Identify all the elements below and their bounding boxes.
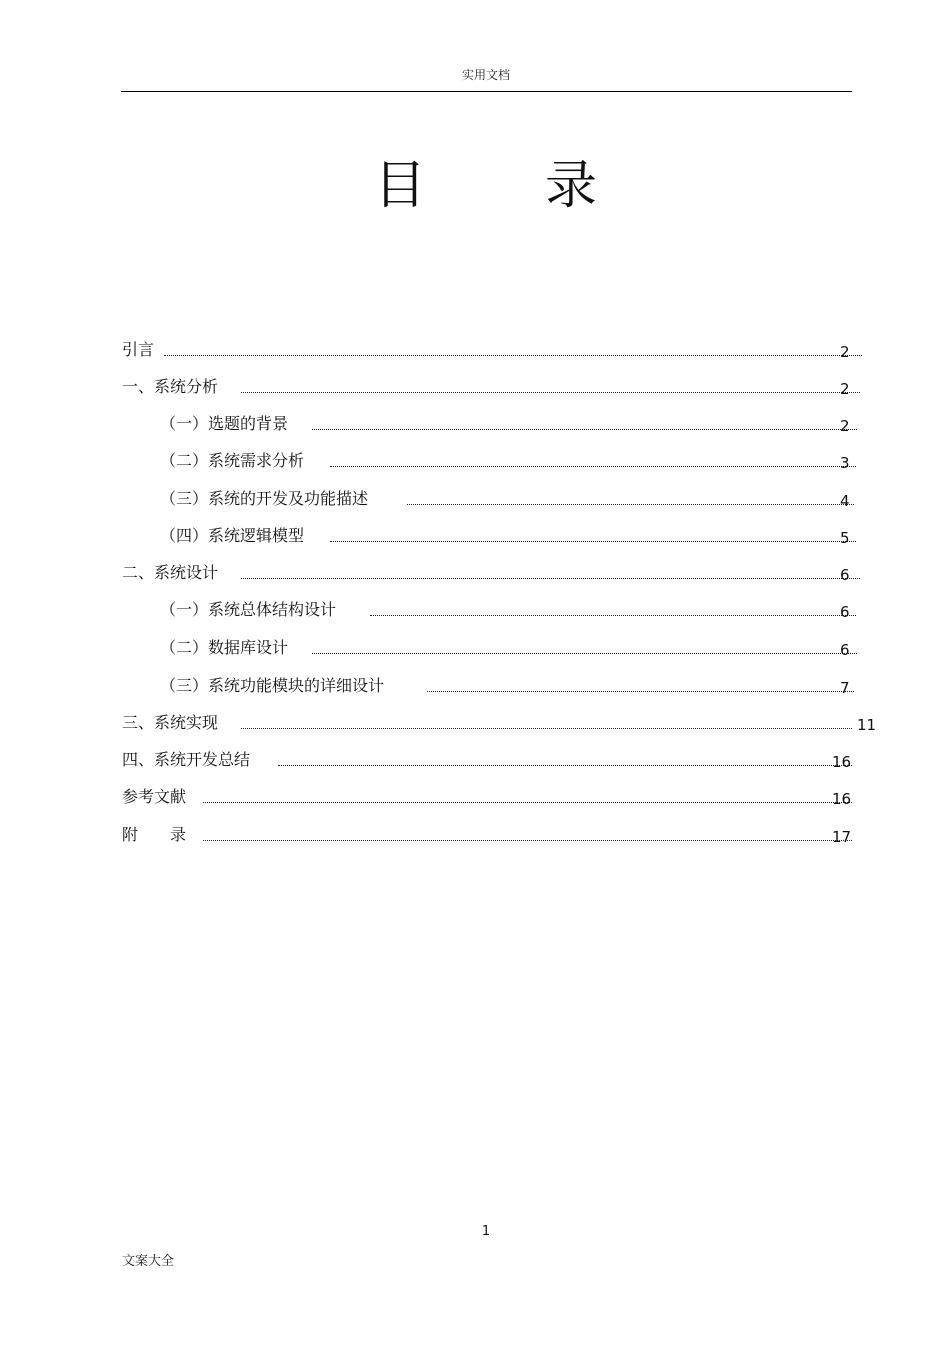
toc-entry-page: 5 [840,529,850,547]
toc-leader-dots [330,541,856,542]
toc-leader-dots [312,653,857,654]
toc-entry-section-2-1[interactable] [0,592,950,629]
toc-leader-dots [278,765,852,766]
toc-entry-label: 附 录 [122,825,187,844]
running-footer: 文案大全 [122,1254,175,1269]
header-rule [121,91,852,92]
toc-entry-page: 6 [840,603,850,621]
toc-entry-page: 2 [840,380,850,398]
toc-leader-dots [164,355,862,356]
toc-entry-label: 二、系统设计 [122,563,219,582]
toc-entry-page: 17 [832,828,852,846]
toc-leader-dots [407,504,854,505]
toc-entry-label: 四、系统开发总结 [122,750,251,769]
toc-entry-label: （三）系统功能模块的详细设计 [160,676,385,695]
toc-entry-page: 2 [840,417,850,435]
toc-leader-dots [312,429,857,430]
toc-entry-section-3[interactable] [0,705,950,742]
running-header: 实用文档 [461,68,510,82]
toc-entry-page: 2 [840,343,850,361]
toc-entry-label: 三、系统实现 [122,713,219,732]
toc-entry-label: 引言 [122,340,155,359]
toc-entry-label: （二）系统需求分析 [160,451,305,470]
toc-entry-intro[interactable] [0,332,950,369]
toc-entry-section-4[interactable] [0,742,950,779]
toc-leader-dots [203,840,852,841]
toc-entry-label: 参考文献 [122,787,187,806]
toc-entry-page: 4 [840,492,850,510]
toc-leader-dots [241,578,860,579]
toc-leader-dots [427,691,854,692]
toc-entry-label: （一）系统总体结构设计 [160,600,337,619]
toc-entry-section-1[interactable] [0,369,950,406]
toc-entry-section-1-1[interactable] [0,406,950,443]
toc-entry-section-1-4[interactable] [0,518,950,555]
toc-leader-dots [330,466,856,467]
toc-entry-page: 16 [832,753,852,771]
page-number: 1 [481,1224,491,1239]
toc-entry-label: 一、系统分析 [122,377,219,396]
toc-leader-dots [370,615,856,616]
toc-title-char-1: 目 [374,156,427,216]
toc-leader-dots [241,392,860,393]
toc-entry-label: （一）选题的背景 [160,414,289,433]
toc-title [0,150,950,230]
toc-entry-section-1-2[interactable] [0,443,950,480]
toc-leader-dots [203,802,852,803]
toc-entry-label: （四）系统逻辑模型 [160,526,305,545]
toc-entry-label: （二）数据库设计 [160,638,289,657]
toc-entry-references[interactable] [0,779,950,816]
toc-entry-page: 6 [840,641,850,659]
toc-entry-appendix[interactable] [0,817,950,854]
toc-entry-page: 7 [840,679,850,697]
toc-entry-page: 16 [832,790,852,808]
toc-entry-page: 6 [840,566,850,584]
toc-entry-page: 3 [840,454,850,472]
toc-entry-section-2-3[interactable] [0,668,950,705]
toc-leader-dots [241,728,852,729]
toc-title-char-2: 录 [545,156,598,216]
toc-entry-page: 11 [857,716,877,734]
toc-entry-label: （三）系统的开发及功能描述 [160,489,369,508]
toc-entry-section-2-2[interactable] [0,630,950,667]
toc-entry-section-2[interactable] [0,555,950,592]
toc-entry-section-1-3[interactable] [0,481,950,518]
